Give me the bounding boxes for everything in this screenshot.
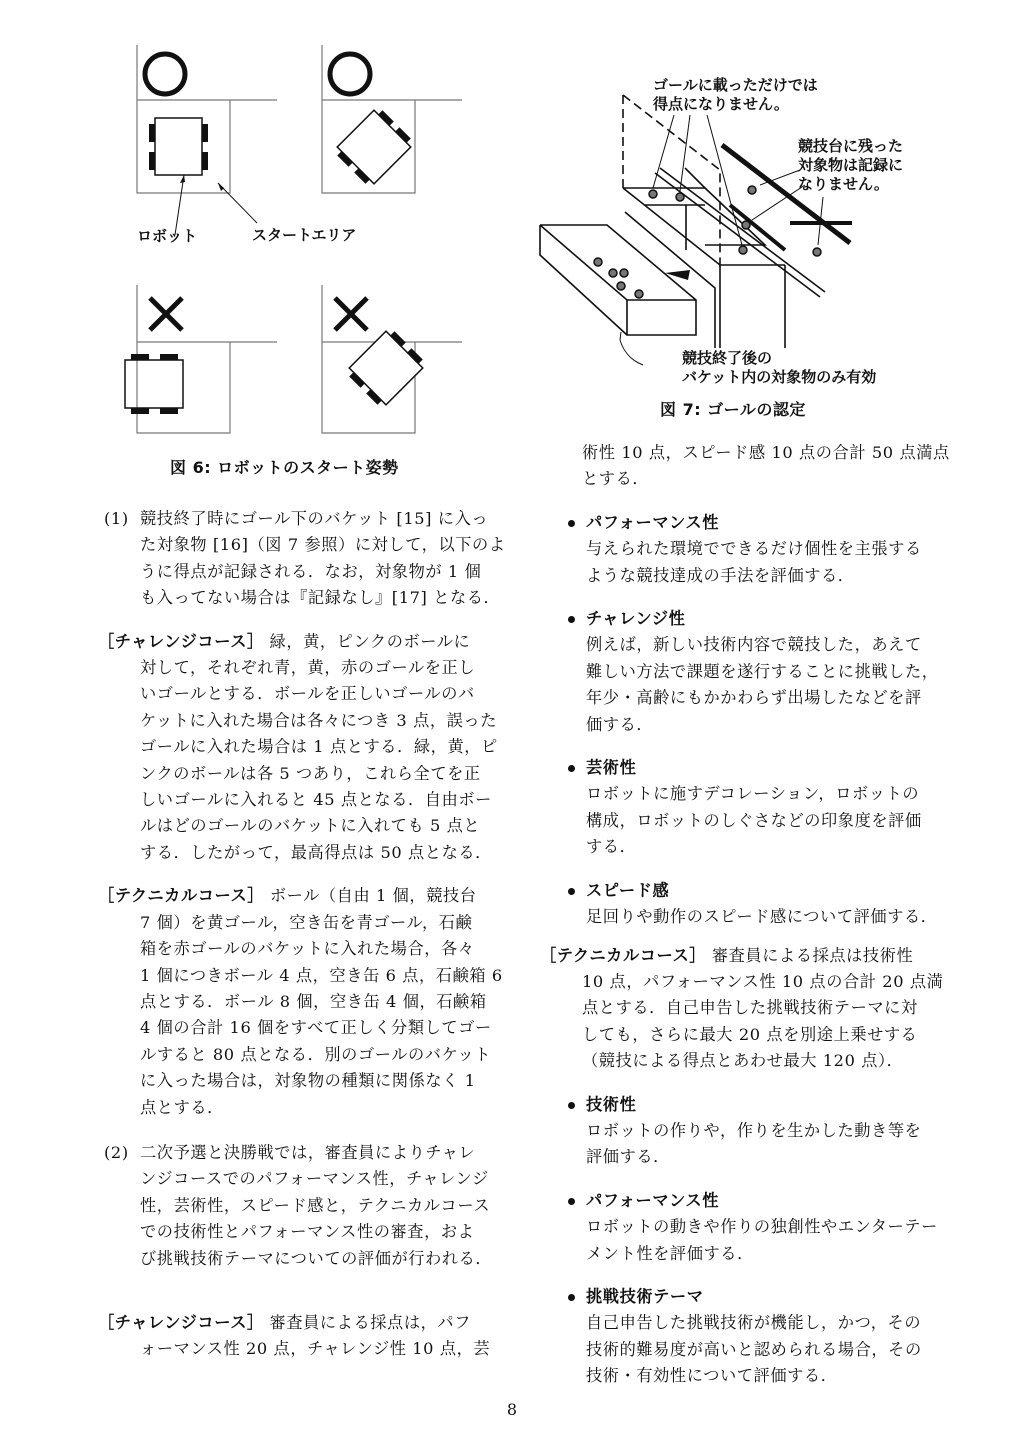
bullet-icon bbox=[568, 1198, 575, 1205]
item-1: (1) 競技終了時にゴール下のバケット [15] に入っ た対象物 [16]（図 7 参照）に対して，以下のよ うに得点が記録される．なお，対象物が 1 個 も入ってない場合は『記録なし』[17] となる． bbox=[104, 509, 506, 608]
cross-ng-icon bbox=[335, 298, 367, 330]
left-column bbox=[98, 506, 508, 1363]
challenge-course-judging-cont: 術性 10 点，スピード感 10 点の合計 50 点満点 とする． bbox=[582, 443, 950, 489]
item-2: (2) 二次予選と決勝戦では，審査員によりチャレ ンジコースでのパフォーマンス性，チャレンジ 性，芸術性，スピード感と，テクニカルコース での技術性とパフォーマンス性の審査，およ び挑戦技術テーマについての評価が行われる． bbox=[104, 1142, 493, 1268]
figure-6-robot-start-pose bbox=[100, 40, 500, 440]
challenge-course-judging: ［チャレンジコース］ 審査員による採点は，パフ ォーマンス性 20 点，チャレンジ性 10 点，芸 bbox=[98, 1312, 491, 1359]
bullet-icon bbox=[568, 1102, 575, 1109]
panel-ok-upright bbox=[137, 45, 277, 235]
bullet-icon bbox=[568, 765, 575, 772]
bullet-performance: パフォーマンス性 与えられた環境でできるだけ個性を主張する ような競技達成の手法を評価する． bbox=[540, 510, 950, 589]
note-bucket: 競技終了後の バケット内の対象物のみ有効 bbox=[682, 349, 877, 386]
panel-ok-rotated bbox=[322, 45, 462, 193]
bullet-icon bbox=[568, 888, 575, 895]
right-column bbox=[540, 440, 950, 1390]
figure-7-caption: 図 7: ゴールの認定 bbox=[660, 400, 806, 419]
page-number: 8 bbox=[506, 1400, 518, 1419]
figure-6-caption: 図 6: ロボットのスタート姿勢 bbox=[170, 458, 399, 477]
technical-course-scoring: ［テクニカルコース］ ボール（自由 1 個，競技台 7 個）を黄ゴール，空き缶を青ゴール，石鹸 箱を赤ゴールのバケットに入れた場合，各々 1 個につきボール 4 点，空き缶 6 点，石鹸箱 6 点とする．ボール 8 個，空き缶 4 個，石鹸箱 4 個の合計 16 個をすべて正しく分類してゴー ルすると 80 点となる．別のゴールのバケット に入った場合は，対象物の種類に関係なく 1 点とする． bbox=[98, 886, 503, 1117]
cross-ng-icon bbox=[150, 298, 182, 330]
note-table: 競技台に残った 対象物は記録に なりません。 bbox=[798, 137, 904, 193]
bullet-challenge-theme: 挑戦技術テーマ 自己申告した挑戦技術が機能し，かつ，その 技術的難易度が高いと認められる場合，その 技術・有効性について評価する． bbox=[540, 1284, 950, 1390]
bullet-challenge: チャレンジ性 例えば，新しい技術内容で競技した，あえて 難しい方法で課題を遂行することに挑戦した， 年少・高齢にもかかわらず出場したなどを評 価する． bbox=[540, 606, 950, 738]
bullet-icon bbox=[568, 520, 575, 527]
challenge-course-scoring: ［チャレンジコース］ 緑，黄，ピンクのボールに 対して，それぞれ青，黄，赤のゴールを正し いゴールとする．ボールを正しいゴールのバ ケットに入れた場合は各々につき 3 点，誤った ゴールに入れた場合は 1 点とする．緑，黄，ピ ンクのボールは各 5 つあり，これら全てを正 しいゴールに入れると 45 点となる．自由ボー ルはどのゴールのバケットに入れても 5 点と する．したがって，最高得点は 50 点となる． bbox=[98, 631, 498, 862]
note-goal: ゴールに載っただけでは 得点になりません。 bbox=[653, 76, 818, 113]
circle-ok-icon bbox=[330, 54, 370, 94]
circle-ok-icon bbox=[145, 54, 185, 94]
technical-course-judging: ［テクニカルコース］ 審査員による採点は技術性 10 点，パフォーマンス性 10 点の合計 20 点満 点とする．自己申告した挑戦技術テーマに対 しても，さらに最大 20 点を別途上乗せする （競技による得点とあわせ最大 120 点）． bbox=[540, 945, 944, 1071]
bullet-icon bbox=[568, 616, 575, 623]
bullet-technique: 技術性 ロボットの作りや，作りを生かした動き等を 評価する． bbox=[540, 1092, 950, 1171]
bullet-artistry: 芸術性 ロボットに施すデコレーション，ロボットの 構成，ロボットのしぐさなどの印象度を評価 する． bbox=[540, 755, 950, 861]
panel-ng-rotated bbox=[322, 285, 462, 433]
bullet-performance-technical: パフォーマンス性 ロボットの動きや作りの独創性やエンターテー メント性を評価する． bbox=[540, 1188, 950, 1267]
robot-body bbox=[155, 118, 202, 175]
label-robot: ロボット bbox=[137, 227, 198, 245]
panel-ng-upright bbox=[125, 285, 277, 433]
bullet-icon bbox=[568, 1294, 575, 1301]
figure-7-goal-recognition bbox=[520, 60, 920, 390]
bullet-speed: スピード感 足回りや動作のスピード感について評価する． bbox=[540, 878, 950, 931]
label-start-area: スタートエリア bbox=[252, 226, 357, 244]
